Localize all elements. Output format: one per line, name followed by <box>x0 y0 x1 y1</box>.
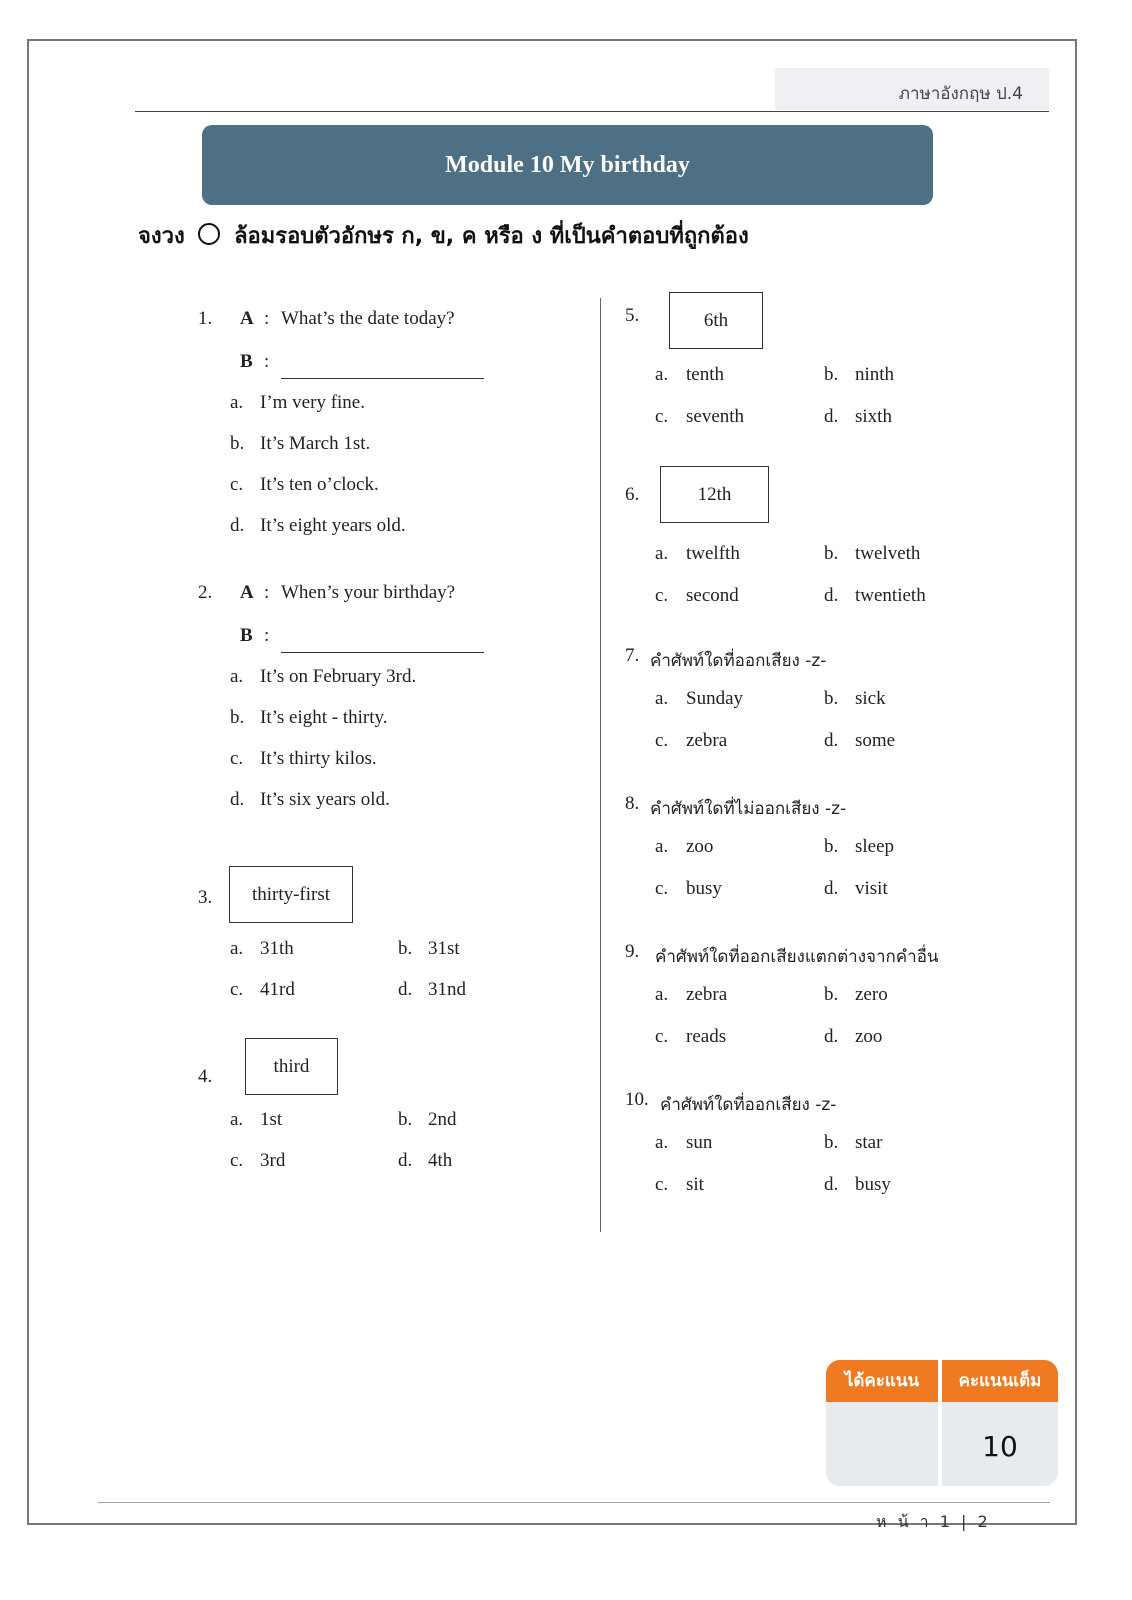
question-number: 6. <box>625 484 640 505</box>
boxed-word: thirty-first <box>229 866 353 923</box>
earned-score-cell <box>826 1360 938 1486</box>
option-text[interactable]: Sunday <box>686 688 743 709</box>
instruction <box>138 218 749 253</box>
option-text[interactable]: some <box>855 730 896 751</box>
option-text[interactable]: twelveth <box>855 543 921 564</box>
colon: : <box>264 625 270 646</box>
earned-score-label: ได้คะแนน <box>826 1360 938 1402</box>
boxed-word: 6th <box>669 292 763 349</box>
question-number: 4. <box>198 1066 213 1087</box>
option-letter[interactable]: c. <box>655 1174 669 1195</box>
option-text[interactable]: 3rd <box>260 1150 286 1171</box>
option-text[interactable]: 31th <box>260 938 294 959</box>
question-number: 9. <box>625 941 640 962</box>
option-letter[interactable]: b. <box>824 836 839 857</box>
boxed-word: third <box>245 1038 338 1095</box>
option-text[interactable]: second <box>686 585 739 606</box>
question-number: 3. <box>198 887 213 908</box>
option-letter[interactable]: d. <box>824 585 839 606</box>
page-number: ห น้ า 1 | 2 <box>876 1512 991 1531</box>
question-number: 10. <box>625 1089 649 1110</box>
subject-header <box>775 68 1049 110</box>
option-text[interactable]: star <box>855 1132 883 1153</box>
option-text[interactable]: reads <box>686 1026 727 1047</box>
answer-blank <box>281 378 484 379</box>
option-letter[interactable]: b. <box>398 1109 413 1130</box>
speaker-b: B <box>240 351 253 372</box>
option-letter[interactable]: a. <box>230 938 244 959</box>
question-number: 8. <box>625 793 640 814</box>
option-letter[interactable]: a. <box>655 836 669 857</box>
option-text[interactable]: zebra <box>686 984 728 1005</box>
instruction-prefix: จงวง <box>138 224 185 249</box>
score-box <box>826 1360 1058 1486</box>
option-letter[interactable]: a. <box>230 1109 244 1130</box>
option-text[interactable]: zoo <box>686 836 714 857</box>
option-letter[interactable]: d. <box>824 1174 839 1195</box>
option-text[interactable]: It’s March 1st. <box>260 433 371 454</box>
option-text[interactable]: sixth <box>855 406 892 427</box>
option-text[interactable]: zebra <box>686 730 728 751</box>
option-letter[interactable]: d. <box>824 878 839 899</box>
footer-rule <box>98 1502 1050 1503</box>
option-text[interactable]: busy <box>686 878 722 899</box>
option-letter[interactable]: b. <box>824 1132 839 1153</box>
option-letter[interactable]: b. <box>824 984 839 1005</box>
option-letter[interactable]: b. <box>824 364 839 385</box>
option-letter[interactable]: d. <box>398 1150 413 1171</box>
option-text[interactable]: 1st <box>260 1109 283 1130</box>
question-text: คำศัพท์ใดที่ออกเสียงแตกต่างจากคำอื่น <box>655 947 939 967</box>
option-letter[interactable]: c. <box>655 585 669 606</box>
speaker-b: B <box>240 625 253 646</box>
option-text[interactable]: tenth <box>686 364 724 385</box>
option-text[interactable]: busy <box>855 1174 891 1195</box>
question-text: คำศัพท์ใดที่ออกเสียง -z- <box>660 1095 837 1115</box>
option-letter[interactable]: c. <box>655 406 669 427</box>
option-letter[interactable]: d. <box>824 406 839 427</box>
option-text[interactable]: 41rd <box>260 979 295 1000</box>
option-letter[interactable]: d. <box>824 1026 839 1047</box>
colon: : <box>264 582 270 603</box>
option-letter[interactable]: b. <box>824 688 839 709</box>
option-text[interactable]: 31nd <box>428 979 466 1000</box>
option-text[interactable]: It’s six years old. <box>260 789 390 810</box>
option-text[interactable]: It’s eight - thirty. <box>260 707 388 728</box>
option-text[interactable]: It’s eight years old. <box>260 515 406 536</box>
option-text[interactable]: sick <box>855 688 886 709</box>
option-letter[interactable]: a. <box>230 392 244 413</box>
option-text[interactable]: seventh <box>686 406 745 427</box>
option-letter[interactable]: a. <box>655 543 669 564</box>
option-letter[interactable]: d. <box>230 515 245 536</box>
option-text[interactable]: 4th <box>428 1150 453 1171</box>
option-text[interactable]: sit <box>686 1174 704 1195</box>
option-letter[interactable]: b. <box>230 433 245 454</box>
option-text[interactable]: 31st <box>428 938 460 959</box>
instruction-text: ล้อมรอบตัวอักษร ก, ข, ค หรือ ง ที่เป็นคำตอบที่ถูกต้อง <box>234 224 749 249</box>
option-text[interactable]: sleep <box>855 836 895 857</box>
question-text: When’s your birthday? <box>281 582 456 603</box>
option-letter[interactable]: b. <box>398 938 413 959</box>
option-text[interactable]: 2nd <box>428 1109 457 1130</box>
option-letter[interactable]: c. <box>655 878 669 899</box>
option-letter[interactable]: c. <box>230 1150 244 1171</box>
option-letter[interactable]: c. <box>230 474 244 495</box>
speaker-a: A <box>240 308 254 329</box>
option-text[interactable]: ninth <box>855 364 895 385</box>
speaker-a: A <box>240 582 254 603</box>
full-score-label: คะแนนเต็ม <box>942 1360 1058 1402</box>
question-number: 7. <box>625 645 640 666</box>
option-letter[interactable]: a. <box>655 688 669 709</box>
option-text[interactable]: visit <box>855 878 888 899</box>
option-letter[interactable]: b. <box>824 543 839 564</box>
colon: : <box>264 308 270 329</box>
module-title: Module 10 My birthday <box>202 125 933 205</box>
option-letter[interactable]: a. <box>655 1132 669 1153</box>
option-letter[interactable]: b. <box>230 707 245 728</box>
full-score-value: 10 <box>982 1430 1018 1463</box>
column-divider <box>600 298 601 1232</box>
option-text[interactable]: sun <box>686 1132 713 1153</box>
option-letter[interactable]: a. <box>230 666 244 687</box>
colon: : <box>264 351 270 372</box>
option-text[interactable]: It’s on February 3rd. <box>260 666 417 687</box>
question-number: 1. <box>198 308 213 329</box>
subject-label: ภาษาอังกฤษ ป.4 <box>898 84 1023 104</box>
question-text: คำศัพท์ใดที่ออกเสียง -z- <box>650 651 827 671</box>
question-number: 5. <box>625 305 640 326</box>
option-text[interactable]: zoo <box>855 1026 883 1047</box>
option-letter[interactable]: c. <box>655 1026 669 1047</box>
option-letter[interactable]: c. <box>655 730 669 751</box>
option-text[interactable]: zero <box>855 984 888 1005</box>
full-score-cell <box>942 1360 1058 1486</box>
option-letter[interactable]: a. <box>655 364 669 385</box>
option-letter[interactable]: c. <box>230 748 244 769</box>
page-border <box>27 39 1077 1525</box>
option-letter[interactable]: d. <box>398 979 413 1000</box>
option-text[interactable]: It’s thirty kilos. <box>260 748 377 769</box>
boxed-word: 12th <box>660 466 769 523</box>
question-number: 2. <box>198 582 213 603</box>
option-text[interactable]: It’s ten o’clock. <box>260 474 379 495</box>
question-text: What’s the date today? <box>281 308 455 329</box>
option-letter[interactable]: d. <box>230 789 245 810</box>
option-letter[interactable]: c. <box>230 979 244 1000</box>
question-text: คำศัพท์ใดที่ไม่ออกเสียง -z- <box>650 799 847 819</box>
option-letter[interactable]: d. <box>824 730 839 751</box>
option-text[interactable]: I’m very fine. <box>260 392 365 413</box>
option-letter[interactable]: a. <box>655 984 669 1005</box>
circle-icon <box>198 223 220 245</box>
header-rule <box>135 111 1049 112</box>
option-text[interactable]: twelfth <box>686 543 740 564</box>
option-text[interactable]: twentieth <box>855 585 926 606</box>
answer-blank <box>281 652 484 653</box>
